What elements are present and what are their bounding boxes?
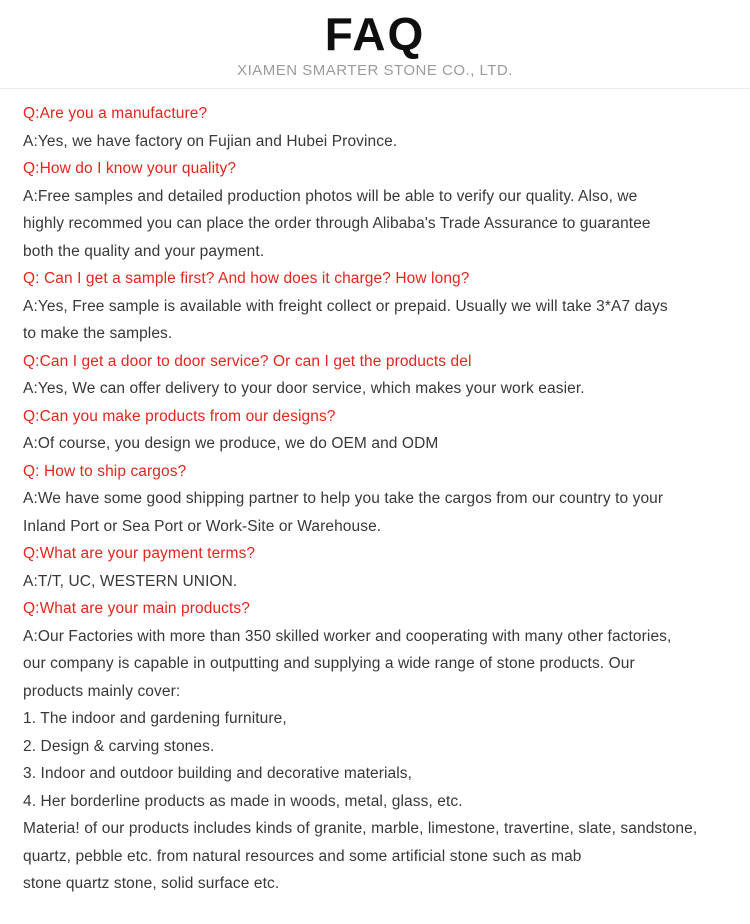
faq-answer-line: products mainly cover: [23, 682, 181, 700]
faq-question: Q:Can you make products from our designs? [23, 407, 336, 425]
faq-answer-line: both the quality and your payment. [23, 242, 265, 260]
page-title: FAQ [324, 8, 426, 60]
faq-answer-line: Inland Port or Sea Port or Work-Site or Warehouse. [23, 517, 382, 535]
faq-answer-line: A:Yes, we have factory on Fujian and Hubei Province. [23, 132, 398, 150]
faq-list [0, 89, 750, 898]
faq-answer-line: highly recommed you can place the order through Alibaba's Trade Assurance to guarantee [23, 215, 651, 232]
faq-item [23, 155, 730, 265]
faq-item [23, 458, 730, 541]
faq-item [23, 100, 730, 155]
faq-answer-line: A:Our Factories with more than 350 skilled worker and cooperating with many other factories, [23, 627, 672, 645]
faq-item [23, 595, 730, 898]
faq-answer-line: 1. The indoor and gardening furniture, [23, 710, 287, 727]
faq-answer-line: quartz, pebble etc. from natural resources and some artificial stone such as mab [23, 847, 582, 865]
faq-answer-line: to make the samples. [23, 325, 173, 342]
faq-answer-line: A:T/T, UC, WESTERN UNION. [23, 572, 238, 590]
faq-answer-line: A:Yes, Free sample is available with freight collect or prepaid. Usually we will take 3*A7 days [23, 297, 668, 315]
faq-answer-line: A:Yes, We can offer delivery to your door service, which makes your work easier. [23, 380, 585, 397]
faq-question: Q:Are you a manufacture? [23, 105, 208, 122]
faq-question: Q:Can I get a door to door service? Or can I get the products del [23, 352, 472, 370]
faq-item [23, 403, 730, 458]
faq-answer-line: stone quartz stone, solid surface etc. [23, 875, 280, 892]
faq-question: Q: How to ship cargos? [23, 462, 187, 480]
faq-item [23, 540, 730, 595]
faq-answer-line: A:Of course, you design we produce, we do OEM and ODM [23, 435, 439, 452]
faq-answer-line: Materia! of our products includes kinds of granite, marble, limestone, travertine, slate, sandstone, [23, 820, 698, 837]
faq-answer-line: A:We have some good shipping partner to help you take the cargos from our country to your [23, 490, 664, 507]
faq-answer-line: our company is capable in outputting and supplying a wide range of stone products. Our [23, 655, 635, 672]
faq-item [23, 265, 730, 348]
faq-question: Q: Can I get a sample first? And how does it charge? How long? [23, 270, 470, 287]
faq-answer-line: 2. Design & carving stones. [23, 737, 215, 755]
faq-answer-line: 4. Her borderline products as made in woods, metal, glass, etc. [23, 792, 463, 810]
faq-question: Q:What are your payment terms? [23, 545, 256, 562]
faq-answer-line: 3. Indoor and outdoor building and decorative materials, [23, 765, 413, 782]
faq-answer-line: A:Free samples and detailed production photos will be able to verify our quality. Also, we [23, 187, 638, 205]
faq-item [23, 348, 730, 403]
page-header [0, 0, 750, 89]
faq-question: Q:How do I know your quality? [23, 160, 237, 177]
faq-question: Q:What are your main products? [23, 600, 250, 617]
company-name: XIAMEN SMARTER STONE CO., LTD. [237, 62, 513, 79]
